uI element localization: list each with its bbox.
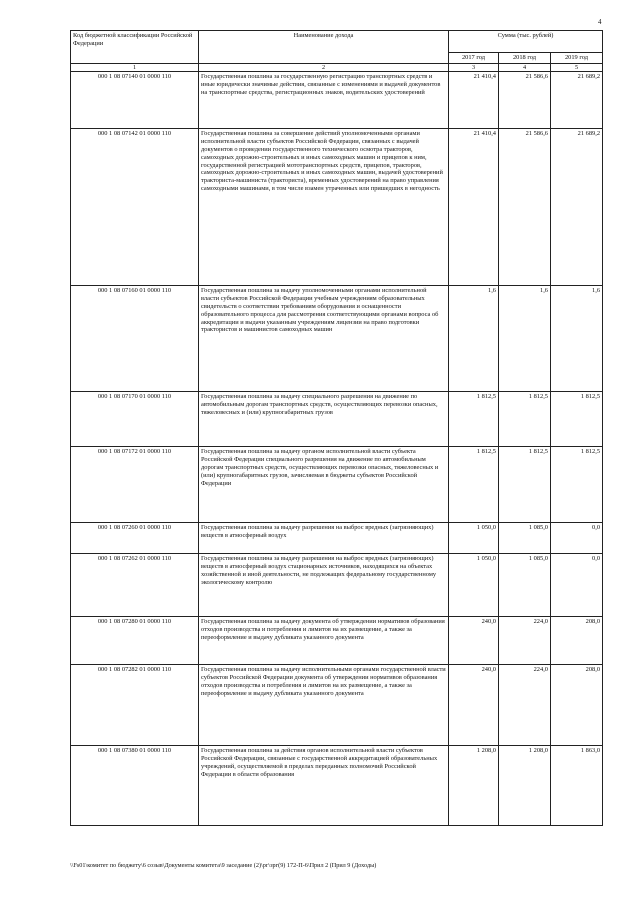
row-value-2019: 1 812,5 [551,392,603,447]
table-row [71,746,603,826]
page-number: 4 [598,18,602,26]
row-value-2018: 224,0 [499,617,551,665]
row-value-2017: 21 410,4 [449,129,499,286]
table-row [71,617,603,665]
row-value-2017: 1 812,5 [449,447,499,523]
col-number: 1 [71,63,199,72]
revenue-table [70,30,603,826]
table-row [71,286,603,392]
row-name: Государственная пошлина за выдачу разрешения на выброс вредных (загрязняющих) веществ в атмосферный воздух [199,523,449,554]
row-name: Государственная пошлина за выдачу документа об утверждении нормативов образования отходов производства и потребления и лимитов на их размещение, а также за переоформление и выдачу дубликата указанного документа [199,617,449,665]
row-value-2018: 224,0 [499,665,551,746]
row-value-2017: 1 050,0 [449,554,499,617]
header-year-2018: 2018 год [499,53,551,64]
header-year-2017: 2017 год [449,53,499,64]
row-code: 000 1 08 07170 01 0000 110 [71,392,199,447]
row-name: Государственная пошлина за выдачу уполномоченными органами исполнительной власти субъектов Российской Федерации учебным учреждениям образовательных свидетельств о соответствии требованиям оборудования и оснащенности образовательного процесса для рассмотрения соответствующими органами вопроса об аккредитации и выдачи указанным учреждениям лицензии на право подготовки трактористов и машинистов самоходных машин [199,286,449,392]
file-path-footer: \\Fs01\комитет по бюджету\6 созыв\Документы комитета\9 заседание (2)\рг\зрг(9) 172-П-6\Прил 2 (Прил 9 (Доходы) [70,862,377,869]
row-value-2018: 1 085,0 [499,523,551,554]
table-row [71,447,603,523]
row-value-2017: 1 208,0 [449,746,499,826]
header-code: Код бюджетной классификации Российской Федерации [71,31,199,64]
table-row [71,72,603,129]
row-value-2019: 1 812,5 [551,447,603,523]
row-value-2018: 1 812,5 [499,447,551,523]
row-value-2019: 1,6 [551,286,603,392]
row-code: 000 1 08 07282 01 0000 110 [71,665,199,746]
header-name: Наименование дохода [199,31,449,64]
row-name: Государственная пошлина за действия органов исполнительной власти субъектов Российской Федерации, связанные с государственной аккредитацией образовательных учреждений, осуществляемой в пределах переданных полномочий Российской Федерации в области образования [199,746,449,826]
row-code: 000 1 08 07380 01 0000 110 [71,746,199,826]
table-row [71,554,603,617]
row-code: 000 1 08 07140 01 0000 110 [71,72,199,129]
row-value-2019: 21 689,2 [551,129,603,286]
row-value-2019: 21 689,2 [551,72,603,129]
row-code: 000 1 08 07280 01 0000 110 [71,617,199,665]
row-value-2019: 0,0 [551,554,603,617]
col-number: 2 [199,63,449,72]
header-year-2019: 2019 год [551,53,603,64]
row-name: Государственная пошлина за выдачу специального разрешения на движение по автомобильным дорогам транспортных средств, осуществляющих перевозки опасных, тяжеловесных и (или) крупногабаритных грузов [199,392,449,447]
row-value-2018: 21 586,6 [499,129,551,286]
col-number: 5 [551,63,603,72]
row-value-2019: 208,0 [551,665,603,746]
row-name: Государственная пошлина за совершение действий уполномоченными органами исполнительной власти субъектов Российской Федерации, связанных с выдачей документов о проведении государственного технического осмотра тракторов, самоходных дорожно-строительных и иных самоходных машин и прицепов к ним, государственной регистрацией мототранспортных средств, прицепов, тракторов, самоходных дорожно-строительных и иных самоходных машин, выдачей удостоверений тракториста-машиниста (тракториста), временных удостоверений на право управления самоходными машинами, в том числе взамен утраченных или пришедших в негодность [199,129,449,286]
col-number: 4 [499,63,551,72]
table-row [71,523,603,554]
row-value-2019: 1 863,0 [551,746,603,826]
row-value-2018: 1 085,0 [499,554,551,617]
row-value-2018: 1,6 [499,286,551,392]
row-name: Государственная пошлина за выдачу исполнительными органами государственной власти субъектов Российской Федерации документа об утверждении нормативов образования отходов производства и потребления и лимитов на их размещение, а также за переоформление и выдачу дубликата указанного документа [199,665,449,746]
header-sum: Сумма (тыс. рублей) [449,31,603,53]
row-value-2018: 1 208,0 [499,746,551,826]
row-code: 000 1 08 07160 01 0000 110 [71,286,199,392]
table-row [71,392,603,447]
row-value-2018: 1 812,5 [499,392,551,447]
table-row [71,129,603,286]
row-value-2017: 240,0 [449,665,499,746]
row-value-2017: 21 410,4 [449,72,499,129]
row-name: Государственная пошлина за государственную регистрацию транспортных средств и иные юридически значимые действия, связанные с изменениями и выдачей документов на транспортные средства, регистрационных знаков, водительских удостоверений [199,72,449,129]
row-code: 000 1 08 07260 01 0000 110 [71,523,199,554]
row-code: 000 1 08 07142 01 0000 110 [71,129,199,286]
row-value-2017: 1 050,0 [449,523,499,554]
row-name: Государственная пошлина за выдачу органом исполнительной власти субъекта Российской Федерации специального разрешения на движение по автомобильным дорогам транспортных средств, осуществляющих перевозки опасных, тяжеловесных и (или) крупногабаритных грузов, зачисляемая в бюджеты субъектов Российской Федерации [199,447,449,523]
row-code: 000 1 08 07262 01 0000 110 [71,554,199,617]
row-value-2019: 0,0 [551,523,603,554]
table-row [71,665,603,746]
row-value-2019: 208,0 [551,617,603,665]
row-name: Государственная пошлина за выдачу разрешения на выброс вредных (загрязняющих) веществ в атмосферный воздух стационарных источников, находящихся на объектах хозяйственной и иной деятельности, не подлежащих федеральному государственному экологическому контролю [199,554,449,617]
row-value-2018: 21 586,6 [499,72,551,129]
row-value-2017: 1 812,5 [449,392,499,447]
row-code: 000 1 08 07172 01 0000 110 [71,447,199,523]
col-number: 3 [449,63,499,72]
row-value-2017: 240,0 [449,617,499,665]
row-value-2017: 1,6 [449,286,499,392]
